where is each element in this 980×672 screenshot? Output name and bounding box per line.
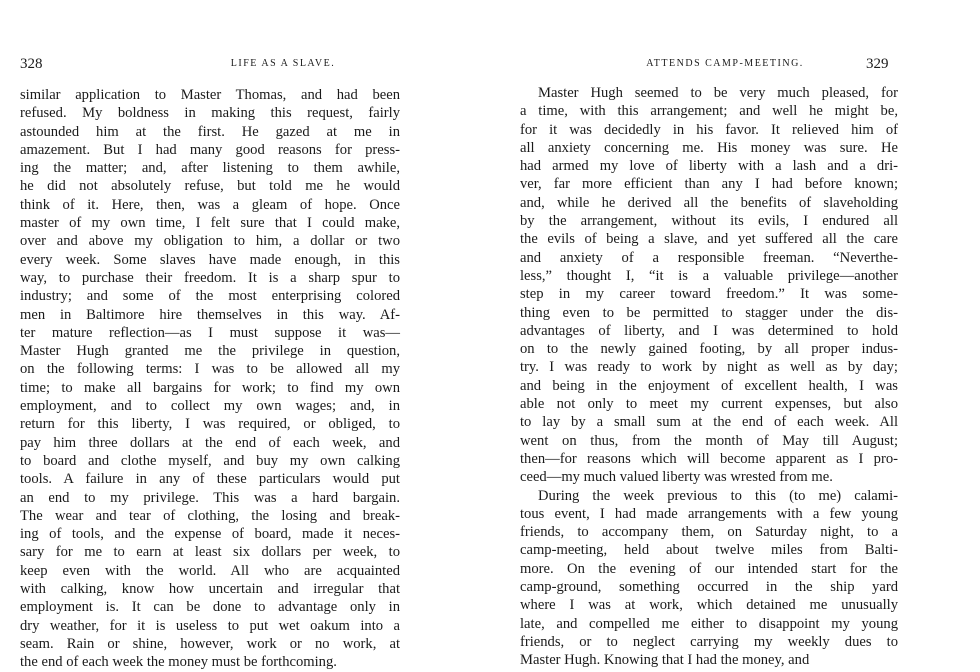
text-line: ceed—my much valued liberty was wrested from me. bbox=[520, 469, 833, 486]
text-line: step in my career toward freedom.” It was some- bbox=[520, 286, 898, 303]
text-line: Master Hugh granted me the privilege in question, bbox=[20, 343, 400, 360]
left-page bbox=[0, 0, 490, 671]
text-line: camp-ground, something occurred in the ship yard bbox=[520, 579, 898, 596]
text-line: advantages of liberty, and I was determined to hold bbox=[520, 322, 898, 339]
text-line: ing of tools, and the expense of board, made it neces- bbox=[20, 526, 400, 543]
text-line: Master Hugh. Knowing that I had the money, and bbox=[520, 652, 810, 669]
text-line: employment is. It can be done to advantage only in bbox=[20, 599, 400, 616]
text-line: thing even to be permitted to stagger under the dis- bbox=[520, 304, 898, 321]
text-line: and anxiety of a responsible freeman. “Neverthe- bbox=[520, 249, 898, 266]
text-line: an end to my privilege. This was a hard bargain. bbox=[20, 489, 400, 506]
text-line: keep even with the world. All who are acquainted bbox=[20, 562, 400, 579]
text-line: master of my own time, I felt sure that I could make, bbox=[20, 215, 400, 232]
text-line: the evils of being a slave, and yet suffered all the care bbox=[520, 231, 898, 248]
text-line: similar application to Master Thomas, and had been bbox=[20, 87, 400, 103]
text-line: he did not absolutely refuse, but told me he would bbox=[20, 178, 400, 195]
left-page-number: 328 bbox=[20, 56, 43, 72]
left-running-head: LIFE AS A SLAVE. bbox=[230, 58, 336, 69]
text-line: friends, or to neglect carrying my weekly dues to bbox=[520, 633, 898, 650]
text-line: had armed my love of liberty with a lash and a dri- bbox=[520, 158, 898, 175]
text-line: men in Baltimore hire themselves in this way. Af- bbox=[20, 306, 400, 323]
right-running-head: ATTENDS CAMP-MEETING. bbox=[646, 58, 804, 69]
text-line: employment, and to collect my own wages; and, in bbox=[20, 398, 400, 415]
text-line: friends, to accompany them, on Saturday night, to a bbox=[520, 524, 898, 541]
text-line: then—for reasons which will become apparent as I pro- bbox=[520, 450, 898, 467]
text-line: tous event, I had made arrangements with a few young bbox=[520, 505, 898, 522]
text-line: to lay by a small sum at the end of each week. All bbox=[520, 414, 898, 431]
text-line: all anxiety concerning me. His money was sure. He bbox=[520, 139, 898, 156]
text-line: return for this liberty, I was required, or obliged, to bbox=[20, 416, 400, 433]
right-page-number: 329 bbox=[866, 56, 889, 72]
text-line: try. I was ready to work by night as well as by day; bbox=[520, 359, 898, 376]
text-line: for it was decidedly in his favor. It relieved him of bbox=[520, 121, 898, 138]
text-line: able not only to meet my current expenses, but also bbox=[520, 396, 898, 413]
text-line: pay him three dollars at the end of each week, and bbox=[20, 434, 400, 451]
text-line: where I was at work, which detained me unusually bbox=[520, 597, 898, 614]
text-line: industry; and some of the most enterprising colored bbox=[20, 288, 400, 305]
text-line: less,” thought I, “it is a valuable privilege—another bbox=[520, 267, 898, 284]
text-line: on to the newly gained footing, by all proper indus- bbox=[520, 341, 898, 358]
text-line: the end of each week the money must be forthcoming. bbox=[20, 654, 337, 671]
text-line: astounded him at the first. He gazed at me in bbox=[20, 123, 400, 140]
left-page-body bbox=[20, 86, 400, 672]
text-line: and being in the enjoyment of excellent health, I was bbox=[520, 377, 898, 394]
text-line: and, while he derived all the benefits of slaveholding bbox=[520, 194, 898, 211]
text-line: way, to purchase their freedom. It is a sharp spur to bbox=[20, 269, 400, 286]
text-line: with calking, know how uncertain and irregular that bbox=[20, 581, 400, 598]
text-line: to board and clothe myself, and buy my own calking bbox=[20, 452, 400, 469]
text-line: a time, with this arrangement; and well he might be, bbox=[520, 103, 898, 120]
text-line: refused. My boldness in making this request, fairly bbox=[20, 105, 400, 122]
text-line: amazement. But I had many good reasons for press- bbox=[20, 141, 400, 158]
text-line: camp-meeting, held about twelve miles from Balti- bbox=[520, 542, 898, 559]
text-line: went on thus, from the month of May till August; bbox=[520, 432, 898, 449]
text-line: sary for me to earn at least six dollars per week, to bbox=[20, 544, 400, 561]
text-line: Master Hugh seemed to be very much pleased, for bbox=[538, 85, 898, 101]
text-line: over and above my obligation to him, a dollar or two bbox=[20, 233, 400, 250]
text-line: tools. A failure in any of these particulars would put bbox=[20, 471, 400, 488]
text-line: ter mature reflection—as I must suppose it was— bbox=[20, 324, 400, 341]
right-page bbox=[490, 0, 980, 668]
text-line: think of it. Here, then, was a gleam of hope. Once bbox=[20, 196, 400, 213]
text-line: ing the matter; and, after listening to them awhile, bbox=[20, 160, 400, 177]
text-line: The wear and tear of clothing, the losing and break- bbox=[20, 507, 400, 524]
text-line: dry weather, for it is useless to put wet oakum into a bbox=[20, 617, 400, 634]
text-line: on the following terms: I was to be allowed all my bbox=[20, 361, 400, 378]
text-line: every week. Some slaves have made enough, in this bbox=[20, 251, 400, 268]
text-line: more. On the evening of our intended start for the bbox=[520, 560, 898, 577]
right-page-body bbox=[520, 84, 898, 670]
text-line: late, and compelled me either to disappoint my young bbox=[520, 615, 898, 632]
text-line: ver, far more efficient than any I had before known; bbox=[520, 176, 898, 193]
text-line: seam. Rain or shine, however, work or no work, at bbox=[20, 635, 400, 652]
text-line: During the week previous to this (to me) calami- bbox=[538, 487, 898, 504]
text-line: time; to make all bargains for work; to find my own bbox=[20, 379, 400, 396]
text-line: by the arrangement, without its evils, I endured all bbox=[520, 213, 898, 230]
